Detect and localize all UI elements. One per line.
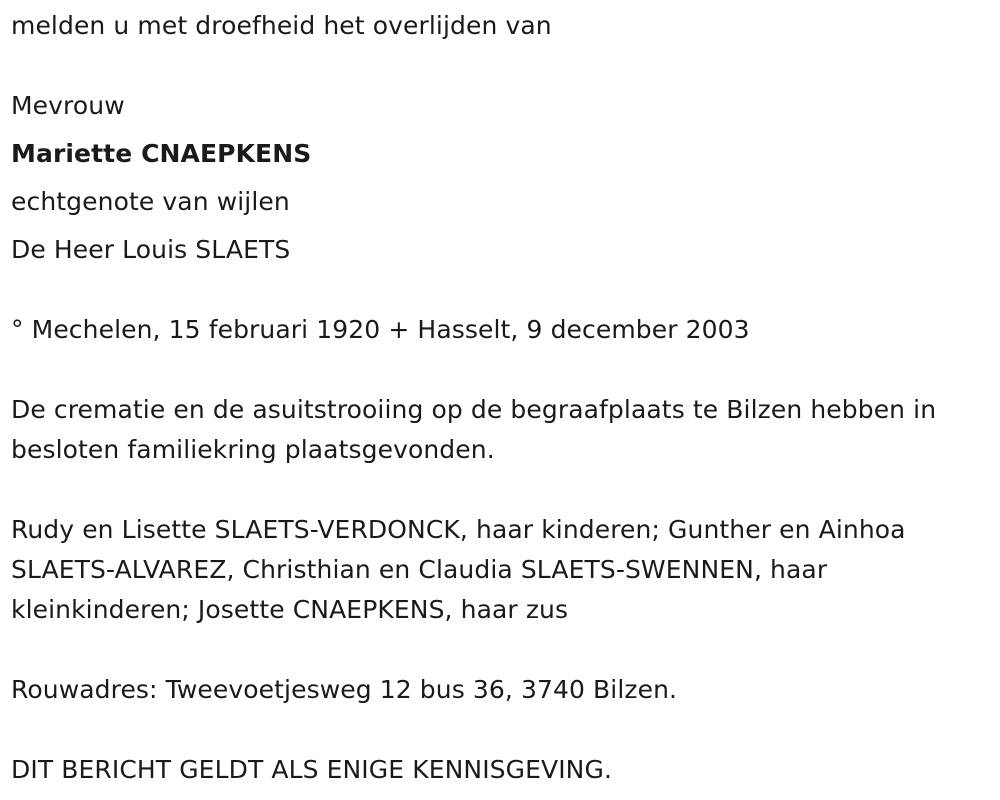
mourning-address: Rouwadres: Tweevoetjesweg 12 bus 36, 3740 Bilzen. xyxy=(11,675,678,704)
spouse-name: De Heer Louis SLAETS xyxy=(11,235,291,264)
deceased-name: Mariette CNAEPKENS xyxy=(11,139,312,168)
salutation: Mevrouw xyxy=(11,91,125,120)
family-line-2: SLAETS-ALVAREZ, Christhian en Claudia SLAETS-SWENNEN, haar xyxy=(11,555,828,584)
family-line-1: Rudy en Lisette SLAETS-VERDONCK, haar kinderen; Gunther en Ainhoa xyxy=(11,515,906,544)
closing-statement: DIT BERICHT GELDT ALS ENIGE KENNISGEVING. xyxy=(11,755,612,784)
intro-text: melden u met droefheid het overlijden van xyxy=(11,11,552,40)
family-line-3: kleinkinderen; Josette CNAEPKENS, haar zus xyxy=(11,595,569,624)
birth-death-line: ° Mechelen, 15 februari 1920 + Hasselt, 9 december 2003 xyxy=(11,315,750,344)
ceremony-line-1: De crematie en de asuitstrooiing op de begraafplaats te Bilzen hebben in xyxy=(11,395,937,424)
ceremony-line-2: besloten familiekring plaatsgevonden. xyxy=(11,435,495,464)
relation-text: echtgenote van wijlen xyxy=(11,187,290,216)
